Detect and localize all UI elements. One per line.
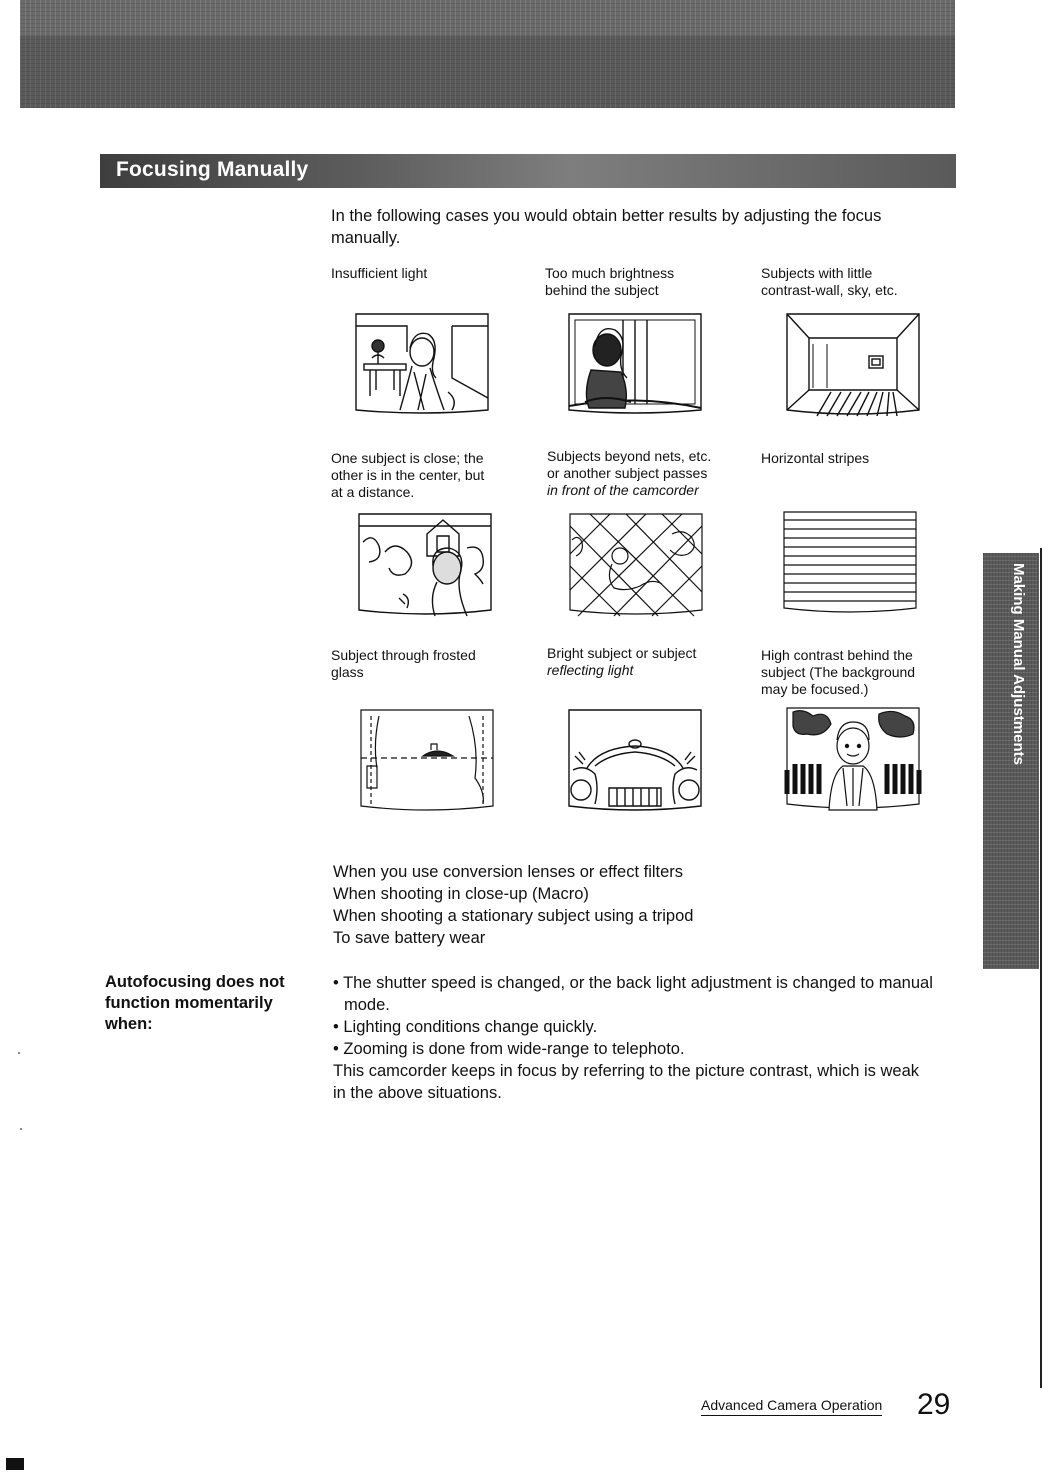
case-caption-5 <box>547 448 732 499</box>
case-caption-3 <box>761 265 946 299</box>
case-caption-line: subject (The background <box>761 664 916 680</box>
case-caption-line: Subjects with little <box>761 265 873 281</box>
bullet-text: The shutter speed is changed, or the back light adjustment is changed to manual mode. <box>343 974 933 1014</box>
chapter-tab <box>983 553 1039 969</box>
bullet-item: • Lighting conditions change quickly. <box>333 1018 598 1036</box>
case-caption-line: Subjects beyond nets, etc. <box>547 448 712 464</box>
boy-fence-trees-illustration <box>783 706 923 812</box>
subject-behind-net-illustration <box>566 512 706 618</box>
case-caption-line: Bright subject or subject <box>547 645 697 661</box>
case-caption-1 <box>331 265 516 282</box>
bullet-text: Lighting conditions change quickly. <box>343 1018 598 1036</box>
bullet-item: • The shutter speed is changed, or the back light adjustment is changed to manual mode. <box>333 974 933 1014</box>
case-caption-line: Subject through frosted <box>331 647 476 663</box>
dim-room-woman-illustration <box>352 312 492 418</box>
case-caption-line: glass <box>331 664 364 680</box>
horizontal-stripes-illustration <box>780 510 920 616</box>
case-caption-line: Too much brightness <box>545 265 675 281</box>
case-caption-line: Insufficient light <box>331 265 428 281</box>
case-caption-line: may be focused.) <box>761 681 869 697</box>
case-caption-2 <box>545 265 730 299</box>
corner-mark <box>6 1458 24 1470</box>
intro-paragraph: In the following cases you would obtain better results by adjusting the focus manually. <box>331 207 882 247</box>
additional-cases-list <box>333 861 693 949</box>
shiny-car-illustration <box>565 708 705 814</box>
case-caption-line: One subject is close; the <box>331 450 484 466</box>
case-caption-line: other is in the center, but <box>331 467 485 483</box>
scan-speck <box>20 1128 22 1130</box>
case-caption-8 <box>547 645 732 679</box>
case-caption-6 <box>761 450 946 467</box>
frosted-glass-illustration <box>357 708 497 814</box>
case-caption-line: reflecting light <box>547 662 634 678</box>
empty-room-wall-illustration <box>783 312 923 418</box>
case-caption-line: in front of the camcorder <box>547 482 699 498</box>
additional-case: When shooting a stationary subject using a tripod <box>333 907 694 925</box>
case-caption-9 <box>761 647 946 698</box>
page-edge-rule <box>1040 548 1042 1388</box>
page-title: Focusing Manually <box>116 158 309 181</box>
scan-speck <box>18 1052 20 1054</box>
footer-section-label: Advanced Camera Operation <box>701 1397 882 1416</box>
case-caption-4 <box>331 450 516 501</box>
additional-case: When you use conversion lenses or effect filters <box>333 863 684 881</box>
case-caption-7 <box>331 647 516 681</box>
case-caption-line: behind the subject <box>545 282 659 298</box>
case-caption-line: High contrast behind the <box>761 647 913 663</box>
autofocus-note: This camcorder keeps in focus by referring to the picture contrast, which is weak in the above situations. <box>333 1062 919 1102</box>
bullet-text: Zooming is done from wide-range to telephoto. <box>343 1040 685 1058</box>
additional-case: When shooting in close-up (Macro) <box>333 885 589 903</box>
case-caption-line: Horizontal stripes <box>761 450 870 466</box>
header-band-shade <box>20 36 955 108</box>
autofocus-conditions <box>333 972 933 1104</box>
bullet-item: • Zooming is done from wide-range to telephoto. <box>333 1040 685 1058</box>
case-caption-line: contrast-wall, sky, etc. <box>761 282 898 298</box>
chapter-tab-label: Making Manual Adjustments <box>1010 563 1027 765</box>
page-number: 29 <box>917 1388 951 1421</box>
section-title-bar <box>100 154 956 188</box>
additional-case: To save battery wear <box>333 929 486 947</box>
near-far-subject-illustration <box>355 512 495 618</box>
case-caption-line: at a distance. <box>331 484 415 500</box>
case-caption-line: or another subject passes <box>547 465 708 481</box>
autofocus-heading: Autofocusing does not function momentarily when: <box>105 973 285 1033</box>
backlit-woman-window-illustration <box>565 312 705 418</box>
